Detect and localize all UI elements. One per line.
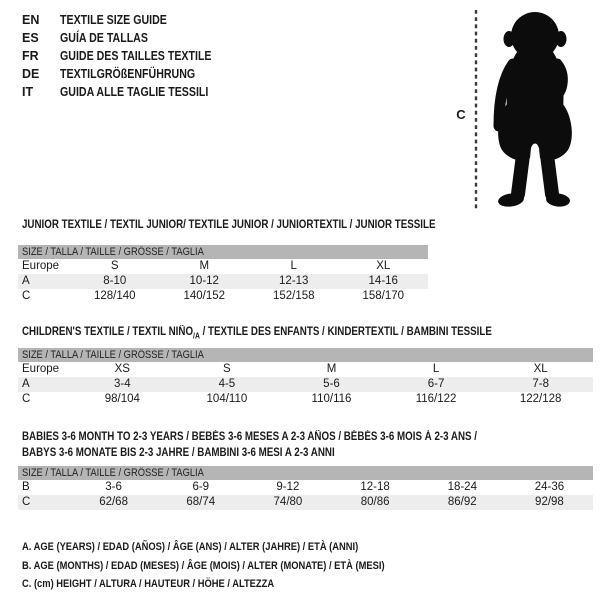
baby-silhouette-figure <box>450 4 595 216</box>
baby-silhouette <box>497 12 572 208</box>
title-sub: /A <box>193 331 200 341</box>
junior-table-title <box>22 219 508 232</box>
height-cell: 152/158 <box>272 290 315 302</box>
height-cell: 98/104 <box>104 393 140 405</box>
language-code: EN <box>22 13 40 27</box>
babies-table-title <box>22 429 557 461</box>
children-table-title-text <box>22 326 492 342</box>
age-cell: 3-4 <box>113 378 131 390</box>
age-cell: 4-5 <box>218 378 236 390</box>
note-text: B. AGE (MONTHS) / EDAD (MESES) / ÂGE (MOIS) / ALTER (MONATE) / ETÀ (MESI) <box>22 559 385 572</box>
size-table-junior <box>18 245 428 304</box>
height-cell: 104/110 <box>206 393 248 405</box>
height-cell: 62/68 <box>99 496 128 508</box>
size-header-label: SIZE / TALLA / TAILLE / GRÖSSE / TAGLIA <box>22 246 204 258</box>
height-cell: 80/86 <box>360 496 390 508</box>
age-cell: 14-16 <box>368 275 398 287</box>
months-cell: 24-36 <box>534 481 565 493</box>
height-cell: 128/140 <box>93 290 136 302</box>
size-cell: S <box>223 363 231 375</box>
size-table-children <box>18 348 593 407</box>
height-cell: 158/170 <box>362 290 405 302</box>
months-cell: 9-12 <box>276 481 300 493</box>
height-cell: 74/80 <box>273 496 303 508</box>
table-row-age <box>18 377 593 392</box>
table-row-months <box>18 480 593 495</box>
row-label: C <box>22 393 31 405</box>
table-row-height <box>18 495 593 510</box>
months-cell: 12-18 <box>360 481 390 493</box>
size-table-babies <box>18 466 593 510</box>
age-cell: 7-8 <box>532 378 549 390</box>
language-code: DE <box>22 67 40 81</box>
size-cell: XL <box>533 363 548 375</box>
months-cell: 6-9 <box>192 481 210 493</box>
height-cell: 140/152 <box>183 290 226 302</box>
baby-leg-left <box>518 155 523 194</box>
note-age-months <box>22 557 449 576</box>
height-cell: 92/98 <box>535 496 564 508</box>
guide-title: TEXTILE SIZE GUIDE <box>60 13 167 27</box>
table-row-europe <box>18 259 428 274</box>
table-row-height <box>18 392 593 407</box>
language-code: IT <box>22 85 34 99</box>
junior-table-title-text: JUNIOR TEXTILE / TEXTIL JUNIOR/ TEXTILE JUNIOR / JUNIORTEXTIL / JUNIOR TESSILE <box>22 219 436 231</box>
months-cell: 3-6 <box>105 481 122 493</box>
row-label: C <box>22 496 31 508</box>
language-code: FR <box>22 49 39 63</box>
guide-title: TEXTILGRÖßENFÜHRUNG <box>60 67 196 81</box>
height-cell: 116/122 <box>415 393 457 405</box>
size-cell: XS <box>114 363 130 375</box>
language-code: ES <box>22 31 39 45</box>
size-header-label: SIZE / TALLA / TAILLE / GRÖSSE / TAGLIA <box>22 467 204 479</box>
language-row-it <box>22 83 238 101</box>
baby-shorts <box>498 104 572 160</box>
note-text: A. AGE (YEARS) / EDAD (AÑOS) / ÂGE (ANS) / ALTER (JAHRE) / ETÀ (ANNI) <box>22 541 359 553</box>
note-age-years <box>22 538 449 557</box>
baby-ear-left <box>504 31 515 47</box>
language-row-es <box>22 29 238 47</box>
babies-title-line2: BABYS 3-6 MONATE BIS 2-3 JAHRE / BAMBINI 3-6 MESI A 2-3 ANNI <box>22 447 335 459</box>
row-label: B <box>22 481 30 493</box>
age-cell: 8-10 <box>103 275 127 287</box>
size-cell: M <box>199 260 210 272</box>
row-label: Europe <box>22 363 60 375</box>
size-header-bar <box>18 466 593 480</box>
size-header-bar <box>18 348 593 362</box>
title-post: / TEXTILE DES ENFANTS / KINDERTEXTIL / BAMBINI TESSILE <box>199 326 492 338</box>
row-label: A <box>22 275 30 287</box>
months-cell: 18-24 <box>447 481 477 493</box>
language-row-en <box>22 11 238 29</box>
baby-ear-right <box>556 31 567 47</box>
row-label: A <box>22 378 30 390</box>
size-cell: L <box>290 260 297 272</box>
legend-notes <box>22 538 449 594</box>
height-cell: 86/92 <box>447 496 477 508</box>
size-header-label: SIZE / TALLA / TAILLE / GRÖSSE / TAGLIA <box>22 349 204 361</box>
title-pre: CHILDREN'S TEXTILE / TEXTIL NIÑO <box>22 326 194 338</box>
guide-title: GUIDA ALLE TAGLIE TESSILI <box>60 85 209 99</box>
baby-leg-right <box>547 155 552 194</box>
age-cell: 10-12 <box>189 275 219 287</box>
age-cell: 12-13 <box>279 275 309 287</box>
table-row-height <box>18 289 428 304</box>
language-row-de <box>22 65 238 83</box>
guide-title: GUÍA DE TALLAS <box>60 31 148 45</box>
size-cell: S <box>110 260 119 272</box>
table-row-europe <box>18 362 593 377</box>
note-text: C. (cm) HEIGHT / ALTURA / HAUTEUR / HÖHE / ALTEZZA <box>22 578 275 590</box>
language-guide <box>22 11 238 101</box>
children-table-title <box>22 326 575 342</box>
height-cell: 68/74 <box>186 496 216 508</box>
guide-title: GUIDE DES TAILLES TEXTILE <box>60 49 212 63</box>
row-label: Europe <box>22 260 60 272</box>
note-height-cm <box>22 575 449 594</box>
language-row-fr <box>22 47 238 65</box>
babies-title-line1: BABIES 3-6 MONTH TO 2-3 YEARS / BEBÉS 3-6 MESES A 2-3 AÑOS / BÉBÉS 3-6 MOIS À 2-3 ANS / <box>22 431 478 443</box>
height-cell: 122/128 <box>519 393 562 405</box>
height-cell: 110/116 <box>311 393 352 405</box>
table-row-age <box>18 274 428 289</box>
row-label: C <box>22 290 31 302</box>
size-cell: M <box>326 363 337 375</box>
measure-c-label: C <box>456 107 466 122</box>
age-cell: 6-7 <box>427 378 445 390</box>
size-cell: L <box>432 363 440 375</box>
age-cell: 5-6 <box>323 378 340 390</box>
size-header-bar <box>18 245 428 259</box>
size-cell: XL <box>376 260 391 272</box>
